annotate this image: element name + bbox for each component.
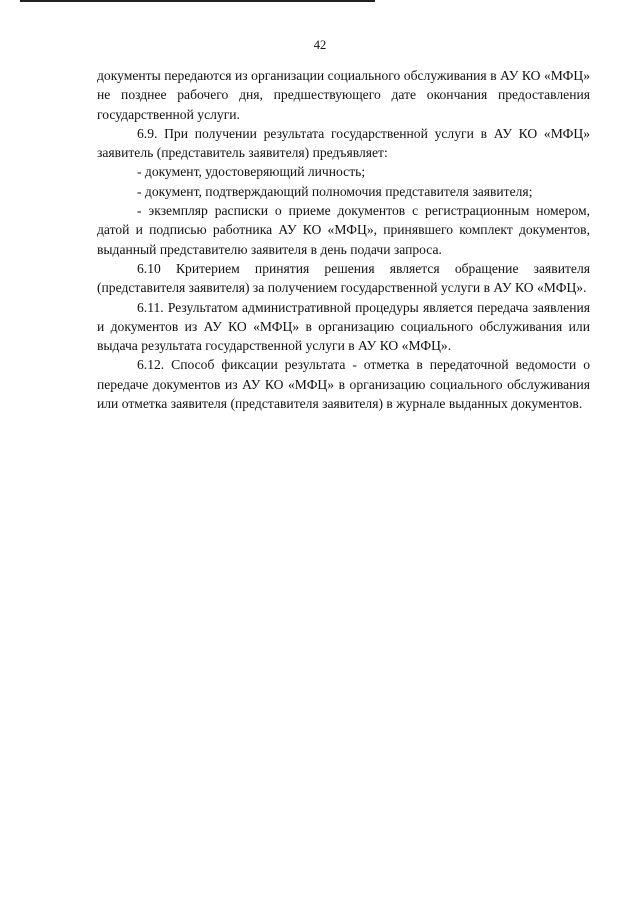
document-body — [97, 66, 590, 413]
paragraph-6-11: 6.11. Результатом административной процедуры является передача заявления и документов из АУ КО «МФЦ» в организацию социального обслуживания или выдача результата государственной услуги в АУ КО «МФЦ». — [97, 299, 590, 354]
paragraph-6-10: 6.10 Критерием принятия решения является обращение заявителя (представителя заявителя) за получением государственной услуги в АУ КО «МФЦ». — [97, 260, 590, 296]
scan-top-rule — [20, 0, 375, 2]
list-item-identity-document: - документ, удостоверяющий личность; — [137, 164, 366, 180]
paragraph-6-9: 6.9. При получении результата государственной услуги в АУ КО «МФЦ» заявитель (представитель заявителя) предъявляет: — [97, 125, 590, 161]
list-item-receipt-copy: - экземпляр расписки о приеме документов с регистрационным номером, датой и подписью работника АУ КО «МФЦ», принявшего комплект документов, выданный представителю заявителя в день подачи запроса. — [97, 203, 590, 257]
list-item-authority-document: - документ, подтверждающий полномочия представителя заявителя; — [137, 183, 533, 199]
paragraph-continuation: документы передаются из организации социального обслуживания в АУ КО «МФЦ» не позднее рабочего дня, предшествующего дате окончания предоставления государственной услуги. — [97, 68, 590, 122]
page-number: 42 — [313, 38, 327, 52]
paragraph-6-12: 6.12. Способ фиксации результата - отметка в передаточной ведомости о передаче документов из АУ КО «МФЦ» в организацию социального обслуживания или отметка заявителя (представителя заявителя) в журнале выданных документов. — [97, 357, 590, 412]
